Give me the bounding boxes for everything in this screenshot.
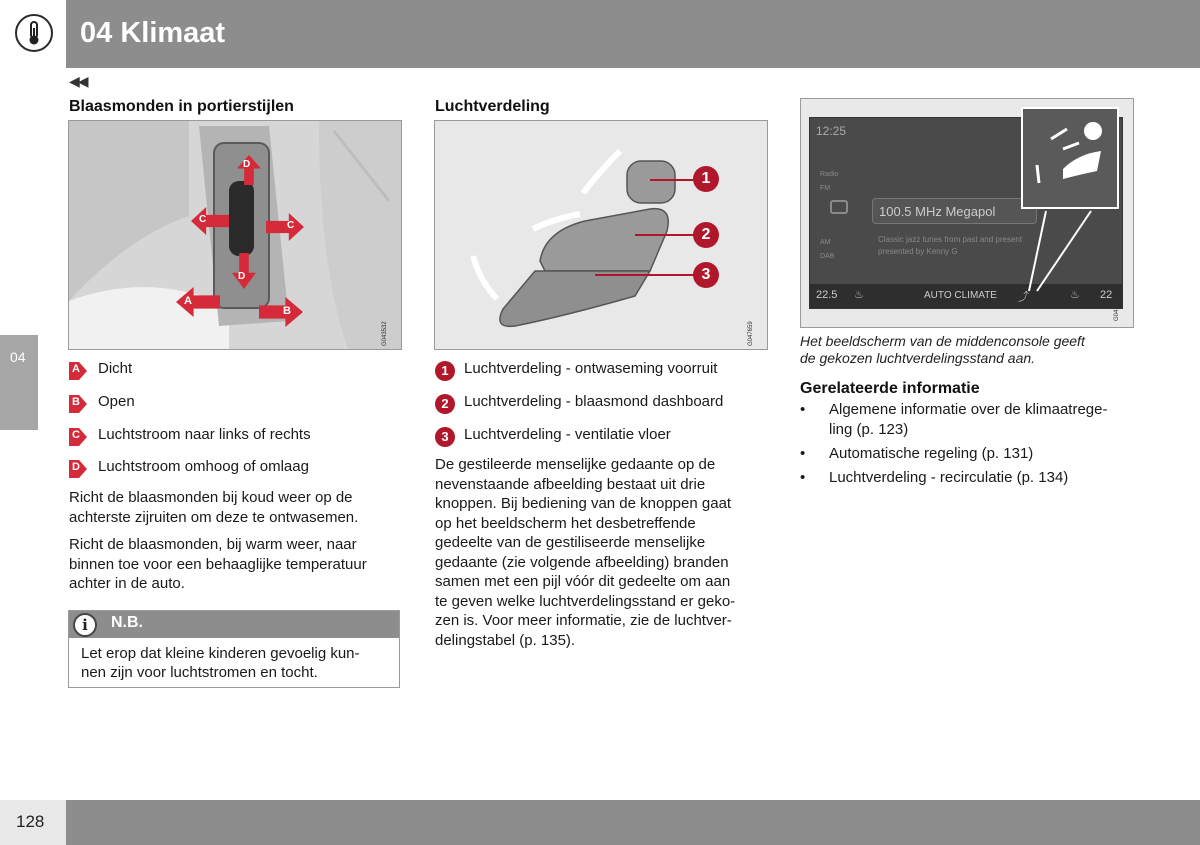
- related-link-text[interactable]: [829, 444, 1139, 464]
- back-navigation-icon[interactable]: ◀◀: [69, 73, 87, 89]
- figure-caption: [800, 333, 1135, 367]
- text-line: gedaante (zie volgende afbeelding) branden: [435, 553, 729, 571]
- text-line: nevenstaande afbeelding bestaat uit drie: [435, 475, 706, 493]
- legend-label: Open: [98, 393, 135, 410]
- page-number-box: [0, 800, 66, 845]
- legend-label: Luchtstroom naar links of rechts: [98, 426, 311, 443]
- paragraph-warm-weather: [69, 535, 399, 594]
- related-link[interactable]: [800, 444, 1140, 464]
- legend-item: [435, 426, 775, 446]
- text-line: Richt de blaasmonden bij koud weer op de: [69, 489, 353, 506]
- temp-right[interactable]: 22: [1100, 289, 1113, 301]
- legend-label: Dicht: [98, 360, 133, 377]
- vent-label-c-left: C: [199, 214, 207, 225]
- related-link[interactable]: [800, 468, 1140, 488]
- climate-label[interactable]: AUTO CLIMATE: [924, 290, 997, 301]
- legend-letter: A: [72, 363, 80, 375]
- text-line: Het beeldscherm van de middenconsole geeft: [800, 333, 1085, 349]
- seat-heat-left-icon[interactable]: ♨: [854, 289, 864, 301]
- vent-label-b: B: [283, 305, 291, 317]
- text-line: achterste zijruiten om deze te ontwasemen.: [69, 508, 359, 526]
- text-line: binnen toe voor een behaaglijke temperatuur: [69, 555, 367, 573]
- legend-item: [69, 458, 389, 478]
- vent-label-d-up: D: [243, 159, 251, 170]
- text-line: achter in de auto.: [69, 575, 185, 592]
- legend-label: Luchtverdeling - ventilatie vloer: [464, 426, 671, 443]
- callout-pointer: [801, 99, 1134, 328]
- screen-time: 12:25: [816, 124, 847, 138]
- legend-letter: B: [72, 396, 80, 408]
- section-heading-air-distribution: Luchtverdeling: [435, 98, 550, 115]
- text-line: samen met een pijl vóór dit gedeelte om aan: [435, 573, 731, 590]
- text-line: de gekozen luchtverdelingsstand aan.: [800, 350, 1036, 366]
- screen-label: AM: [820, 239, 831, 246]
- legend-letter: D: [72, 461, 80, 473]
- section-heading-vents: Blaasmonden in portierstijlen: [69, 98, 294, 115]
- note-header: [69, 611, 399, 638]
- thermometer-icon: [15, 14, 53, 52]
- legend-badge-2: 2: [435, 394, 455, 414]
- air-distribution-figure: [434, 120, 768, 350]
- legend-badge-3: 3: [435, 427, 455, 447]
- legend-label: Luchtverdeling - blaasmond dashboard: [464, 393, 724, 410]
- related-link[interactable]: [800, 400, 1140, 440]
- figure-id: G043532: [382, 321, 388, 346]
- text-line: zen is. Voor meer informatie, zie de luchtver-: [435, 612, 732, 629]
- callout-2: 2: [693, 222, 719, 248]
- info-icon: i: [73, 613, 97, 637]
- note-box: [68, 610, 400, 688]
- text-line: Luchtverdeling - recirculatie (p. 134): [829, 469, 1069, 486]
- text-line: De gestileerde menselijke gedaante op de: [435, 456, 716, 473]
- text-line: te geven welke luchtverdelingsstand er geko-: [435, 592, 736, 610]
- text-line: Classic jazz tunes from past and present: [878, 235, 1023, 244]
- text-line: Let erop dat kleine kinderen gevoelig kun-: [81, 645, 360, 662]
- temp-left[interactable]: 22.5: [816, 289, 838, 301]
- chapter-icon-box: [0, 0, 66, 68]
- center-display-figure: [800, 98, 1134, 328]
- figure-id: G047659: [748, 321, 754, 346]
- legend-label: Luchtstroom omhoog of omlaag: [98, 458, 309, 475]
- bullet-icon: •: [800, 401, 806, 418]
- text-line: nen zijn voor luchtstromen en tocht.: [81, 664, 318, 681]
- page-number: 128: [16, 812, 45, 831]
- legend-letter: C: [72, 429, 80, 441]
- callout-3: 3: [693, 262, 719, 288]
- bullet-icon: •: [800, 469, 806, 486]
- note-text: [81, 644, 393, 682]
- page-footer: [0, 800, 1200, 845]
- vent-label-a: A: [184, 295, 192, 307]
- related-link-text[interactable]: [829, 468, 1139, 488]
- legend-badge-1: 1: [435, 361, 455, 381]
- screen-label: FM: [820, 185, 831, 192]
- door-pillar-vent-figure: [68, 120, 402, 350]
- chapter-title: 04 Klimaat: [80, 17, 226, 49]
- paragraph-stylized-figure: [435, 455, 770, 650]
- text-line: Algemene informatie over de klimaatrege-: [829, 401, 1108, 418]
- text-line: gedeelte van de gestiliseerde menselijke: [435, 534, 706, 551]
- text-line: Richt de blaasmonden, bij warm weer, naar: [69, 536, 357, 553]
- note-title: N.B.: [111, 614, 143, 631]
- legend-item: [435, 393, 775, 413]
- paragraph-cold-weather: [69, 488, 399, 527]
- related-info-heading: Gerelateerde informatie: [800, 380, 980, 397]
- screen-label: DAB: [820, 253, 835, 260]
- seat-heat-right-icon[interactable]: ♨: [1070, 289, 1080, 301]
- text-line: knoppen. Bij bediening van de knoppen gaat: [435, 495, 732, 512]
- chapter-header: [0, 0, 1200, 68]
- legend-label: Luchtverdeling - ontwaseming voorruit: [464, 360, 718, 377]
- text-line: op het beeldscherm het desbetreffende: [435, 514, 696, 532]
- text-line: presented by Kenny G: [878, 247, 958, 256]
- text-line: Automatische regeling (p. 131): [829, 445, 1034, 462]
- text-line: ling (p. 123): [829, 420, 909, 438]
- legend-item: [69, 393, 389, 413]
- radio-station: 100.5 MHz Megapol: [879, 204, 996, 219]
- vent-label-c-right: C: [287, 220, 295, 231]
- bullet-icon: •: [800, 445, 806, 462]
- chapter-side-tab[interactable]: [0, 335, 38, 430]
- door-pillar-illustration: [69, 121, 402, 350]
- screen-label: Radio: [820, 171, 839, 178]
- legend-item: [435, 360, 775, 380]
- legend-item: [69, 360, 389, 380]
- related-link-text[interactable]: [829, 400, 1139, 439]
- vent-label-d-down: D: [238, 271, 246, 282]
- air-distribution-small-icon[interactable]: ⤴: [1018, 291, 1029, 303]
- callout-1: 1: [693, 166, 719, 192]
- text-line: delingstabel (p. 135).: [435, 631, 576, 649]
- figure-id: G043725: [1114, 296, 1120, 321]
- legend-item: [69, 426, 389, 446]
- side-tab-label: 04: [10, 349, 26, 365]
